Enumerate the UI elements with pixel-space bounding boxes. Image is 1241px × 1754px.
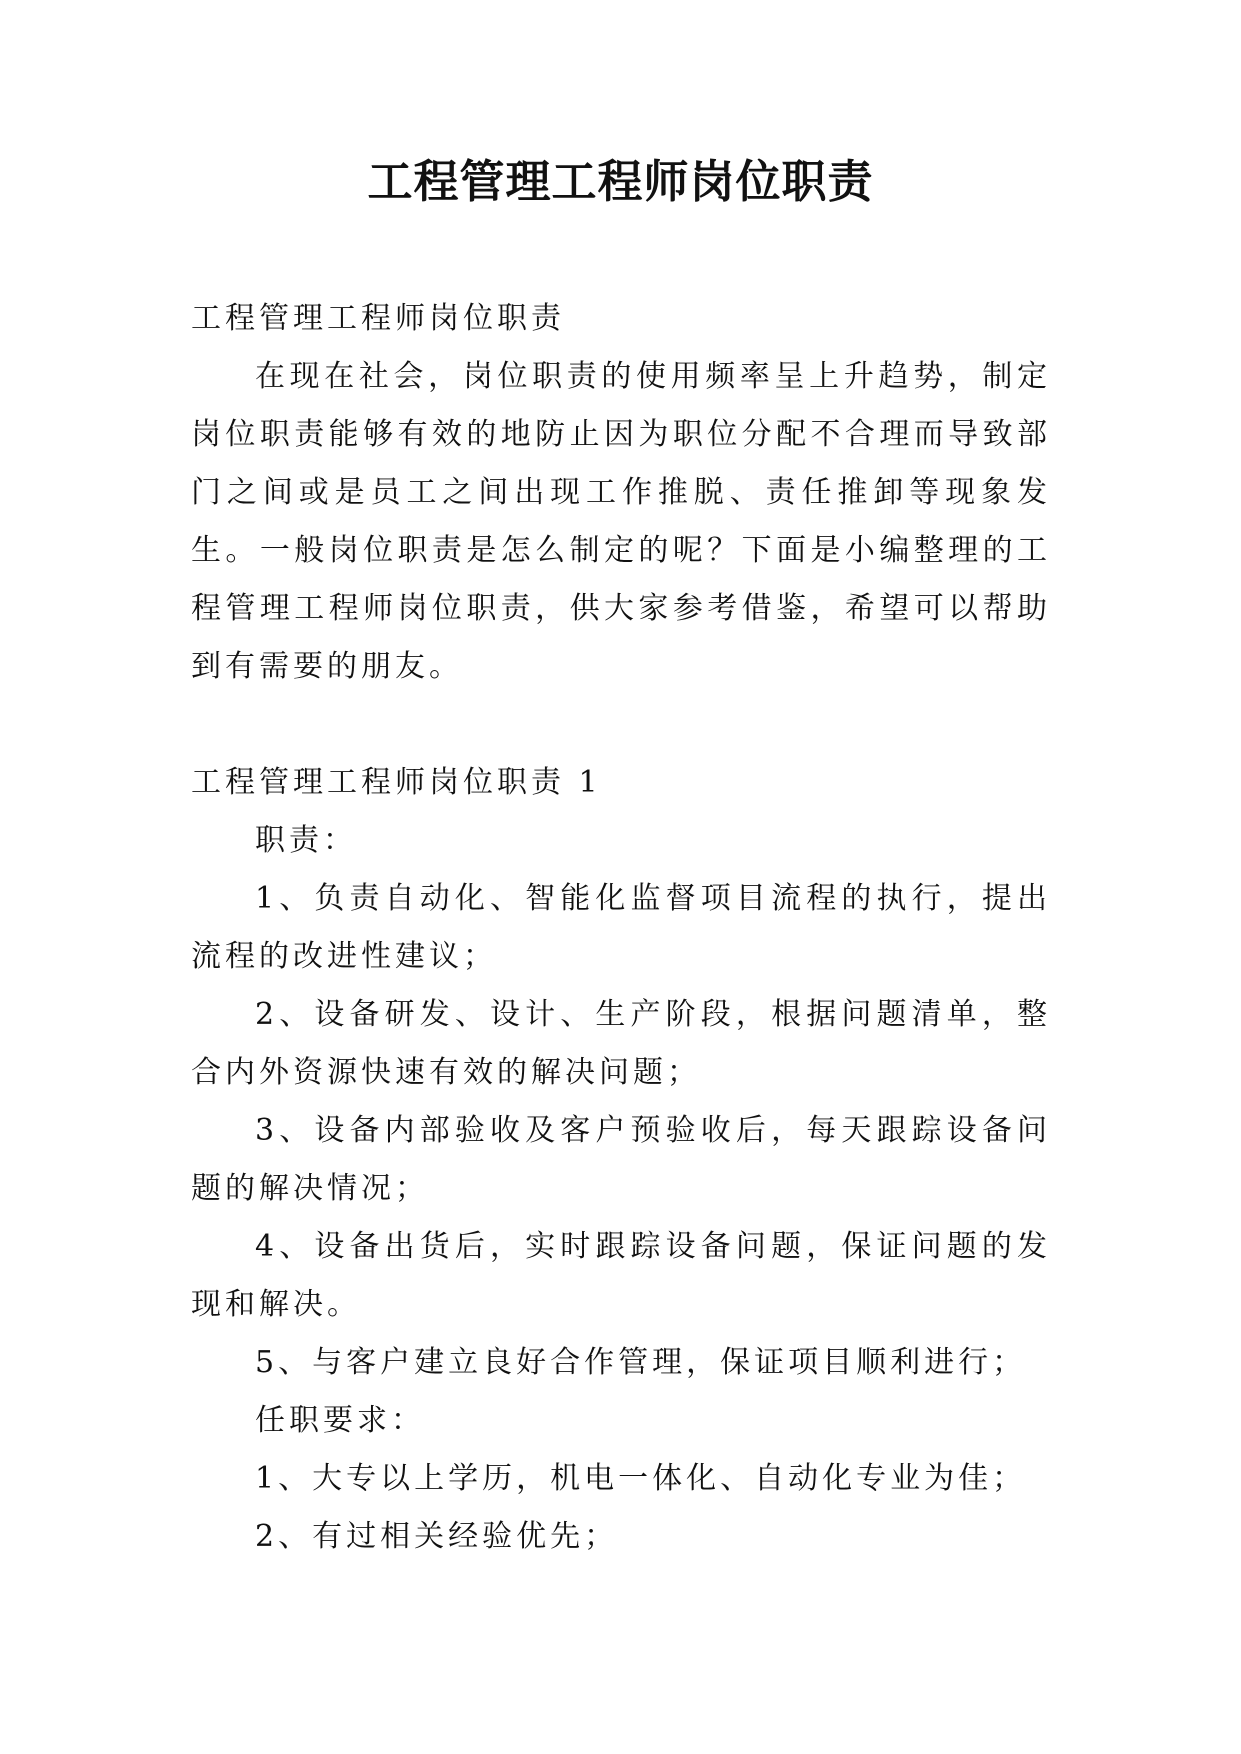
section-heading: 工程管理工程师岗位职责 1 — [191, 765, 602, 800]
paragraph-spacer — [191, 696, 1051, 754]
duty-item-5: 5、与客户建立良好合作管理，保证项目顺利进行； — [255, 1345, 1027, 1380]
duty-item-4: 4、设备出货后，实时跟踪设备问题，保证问题的发现和解决。 — [191, 1229, 1051, 1322]
duty-item-3: 3、设备内部验收及客户预验收后，每天跟踪设备问题的解决情况； — [191, 1113, 1051, 1206]
requirements-label: 任职要求： — [255, 1403, 425, 1438]
requirement-item-2: 2、有过相关经验优先； — [255, 1519, 619, 1554]
requirement-item-1: 1、大专以上学历，机电一体化、自动化专业为佳； — [255, 1461, 1027, 1496]
document-body — [191, 290, 1051, 1566]
duties-label: 职责： — [255, 823, 357, 858]
duty-item-2: 2、设备研发、设计、生产阶段，根据问题清单，整合内外资源快速有效的解决问题； — [191, 997, 1051, 1090]
document-title: 工程管理工程师岗位职责 — [367, 155, 874, 208]
intro-paragraph: 在现在社会，岗位职责的使用频率呈上升趋势，制定岗位职责能够有效的地防止因为职位分配不合理而导致部门之间或是员工之间出现工作推脱、责任推卸等现象发生。一般岗位职责是怎么制定的呢？下面是小编整理的工程管理工程师岗位职责，供大家参考借鉴，希望可以帮助到有需要的朋友。 — [191, 359, 1051, 684]
duty-item-1: 1、负责自动化、智能化监督项目流程的执行，提出流程的改进性建议； — [191, 881, 1051, 974]
intro-heading: 工程管理工程师岗位职责 — [191, 301, 565, 336]
